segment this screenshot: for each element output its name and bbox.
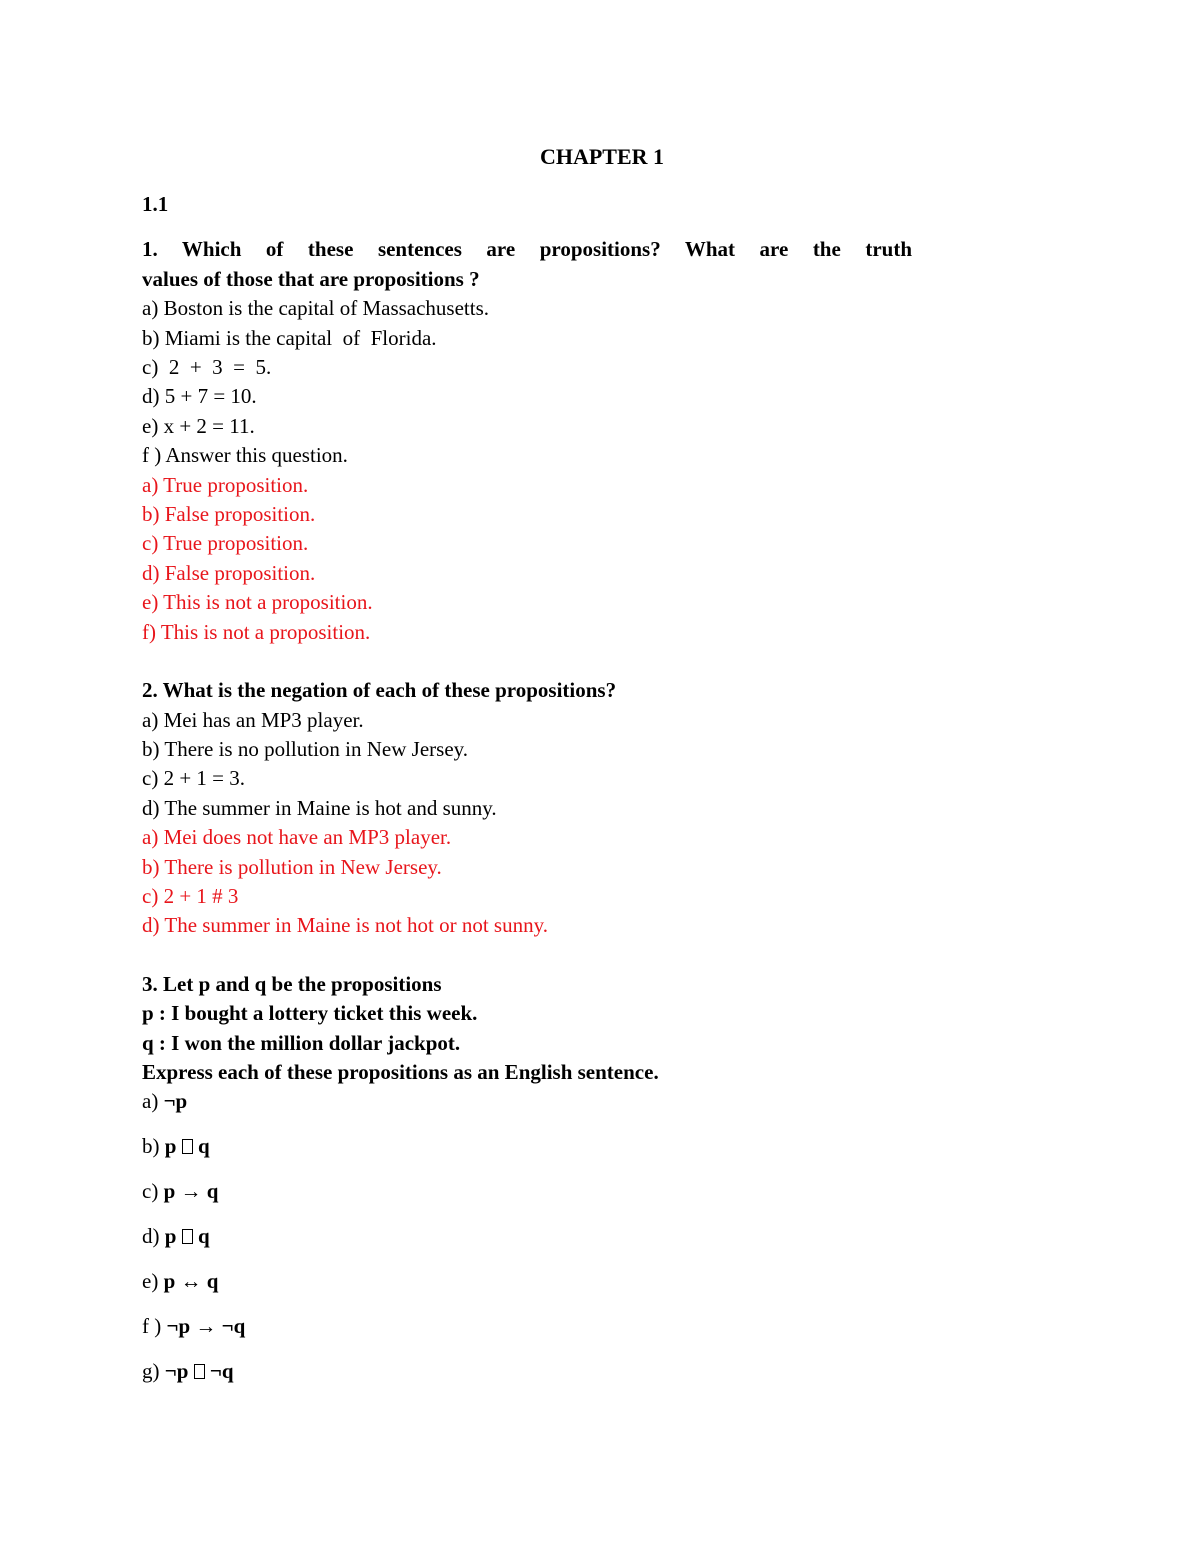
q1-prompt-line1: 1. Which of these sentences are propositions? What are the truth bbox=[142, 237, 912, 262]
missing-glyph-box-icon bbox=[194, 1364, 205, 1379]
q3-item-expression-right: q bbox=[192, 1224, 210, 1249]
q1-answer: e) This is not a proposition. bbox=[142, 590, 373, 615]
q3-item-expression-left: ¬p bbox=[164, 1359, 194, 1384]
missing-glyph-box-icon bbox=[182, 1139, 193, 1154]
q1-answer: f) This is not a proposition. bbox=[142, 619, 371, 644]
q3-item-label: c) bbox=[142, 1179, 164, 1204]
q3-item-label: g) bbox=[142, 1359, 165, 1384]
q3-item-expression-right: ¬q bbox=[204, 1359, 234, 1384]
q3-q-definition: q : I won the million dollar jackpot. bbox=[142, 1030, 461, 1055]
q3-item-label: b) bbox=[142, 1134, 165, 1159]
q2-answer: c) 2 + 1 # 3 bbox=[142, 883, 239, 908]
q2-answer: b) There is pollution in New Jersey. bbox=[142, 854, 442, 879]
q1-item: e) x + 2 = 11. bbox=[142, 413, 255, 438]
q3-item-label: e) bbox=[142, 1269, 164, 1294]
q2-answer: d) The summer in Maine is not hot or not sunny. bbox=[142, 913, 548, 938]
q2-item: a) Mei has an MP3 player. bbox=[142, 707, 364, 732]
q1-item: f ) Answer this question. bbox=[142, 443, 348, 468]
missing-glyph-box-icon bbox=[182, 1229, 193, 1244]
q3-item-expression: ¬p → ¬q bbox=[166, 1314, 246, 1339]
q3-item-d bbox=[142, 1222, 912, 1251]
q1-answer: b) False proposition. bbox=[142, 502, 316, 527]
q3-item-expression: p → q bbox=[163, 1179, 219, 1204]
q2-item: c) 2 + 1 = 3. bbox=[142, 766, 246, 791]
q1-item: b) Miami is the capital of Florida. bbox=[142, 325, 437, 350]
q3-item-e bbox=[142, 1267, 912, 1296]
q2-item: b) There is no pollution in New Jersey. bbox=[142, 736, 469, 761]
q3-item-expression: ¬p bbox=[163, 1089, 188, 1114]
q1-answer: c) True proposition. bbox=[142, 531, 309, 556]
section-number: 1.1 bbox=[142, 192, 169, 216]
q2-item: d) The summer in Maine is hot and sunny. bbox=[142, 795, 497, 820]
q2-answer: a) Mei does not have an MP3 player. bbox=[142, 825, 452, 850]
q3-item-expression-left: p bbox=[164, 1224, 182, 1249]
chapter-title: CHAPTER 1 bbox=[539, 144, 665, 169]
q3-prompt: 3. Let p and q be the propositions bbox=[142, 971, 442, 996]
q3-item-expression-right: q bbox=[192, 1134, 210, 1159]
q1-item: d) 5 + 7 = 10. bbox=[142, 384, 257, 409]
q1-answer: a) True proposition. bbox=[142, 472, 309, 497]
q3-p-definition: p : I bought a lottery ticket this week. bbox=[142, 1001, 478, 1026]
q3-item-g bbox=[142, 1357, 912, 1386]
q2-prompt: 2. What is the negation of each of these propositions? bbox=[142, 678, 617, 703]
document-page bbox=[142, 140, 912, 1402]
q1-prompt-line2: values of those that are propositions ? bbox=[142, 266, 480, 291]
q1-item: c) 2 + 3 = 5. bbox=[142, 355, 272, 380]
q3-item-expression-left: p bbox=[164, 1134, 182, 1159]
q3-item-label: f ) bbox=[142, 1314, 167, 1339]
q1-answer: d) False proposition. bbox=[142, 560, 316, 585]
q3-item-label: a) bbox=[142, 1089, 164, 1114]
q3-item-label: d) bbox=[142, 1224, 165, 1249]
q1-item: a) Boston is the capital of Massachusetts. bbox=[142, 296, 490, 321]
q3-item-f bbox=[142, 1312, 912, 1341]
q3-instruction: Express each of these propositions as an English sentence. bbox=[142, 1059, 659, 1084]
q3-item-c bbox=[142, 1177, 912, 1206]
q3-item-a bbox=[142, 1087, 912, 1116]
q3-item-expression: p ↔ q bbox=[163, 1269, 219, 1294]
q3-item-b bbox=[142, 1132, 912, 1161]
